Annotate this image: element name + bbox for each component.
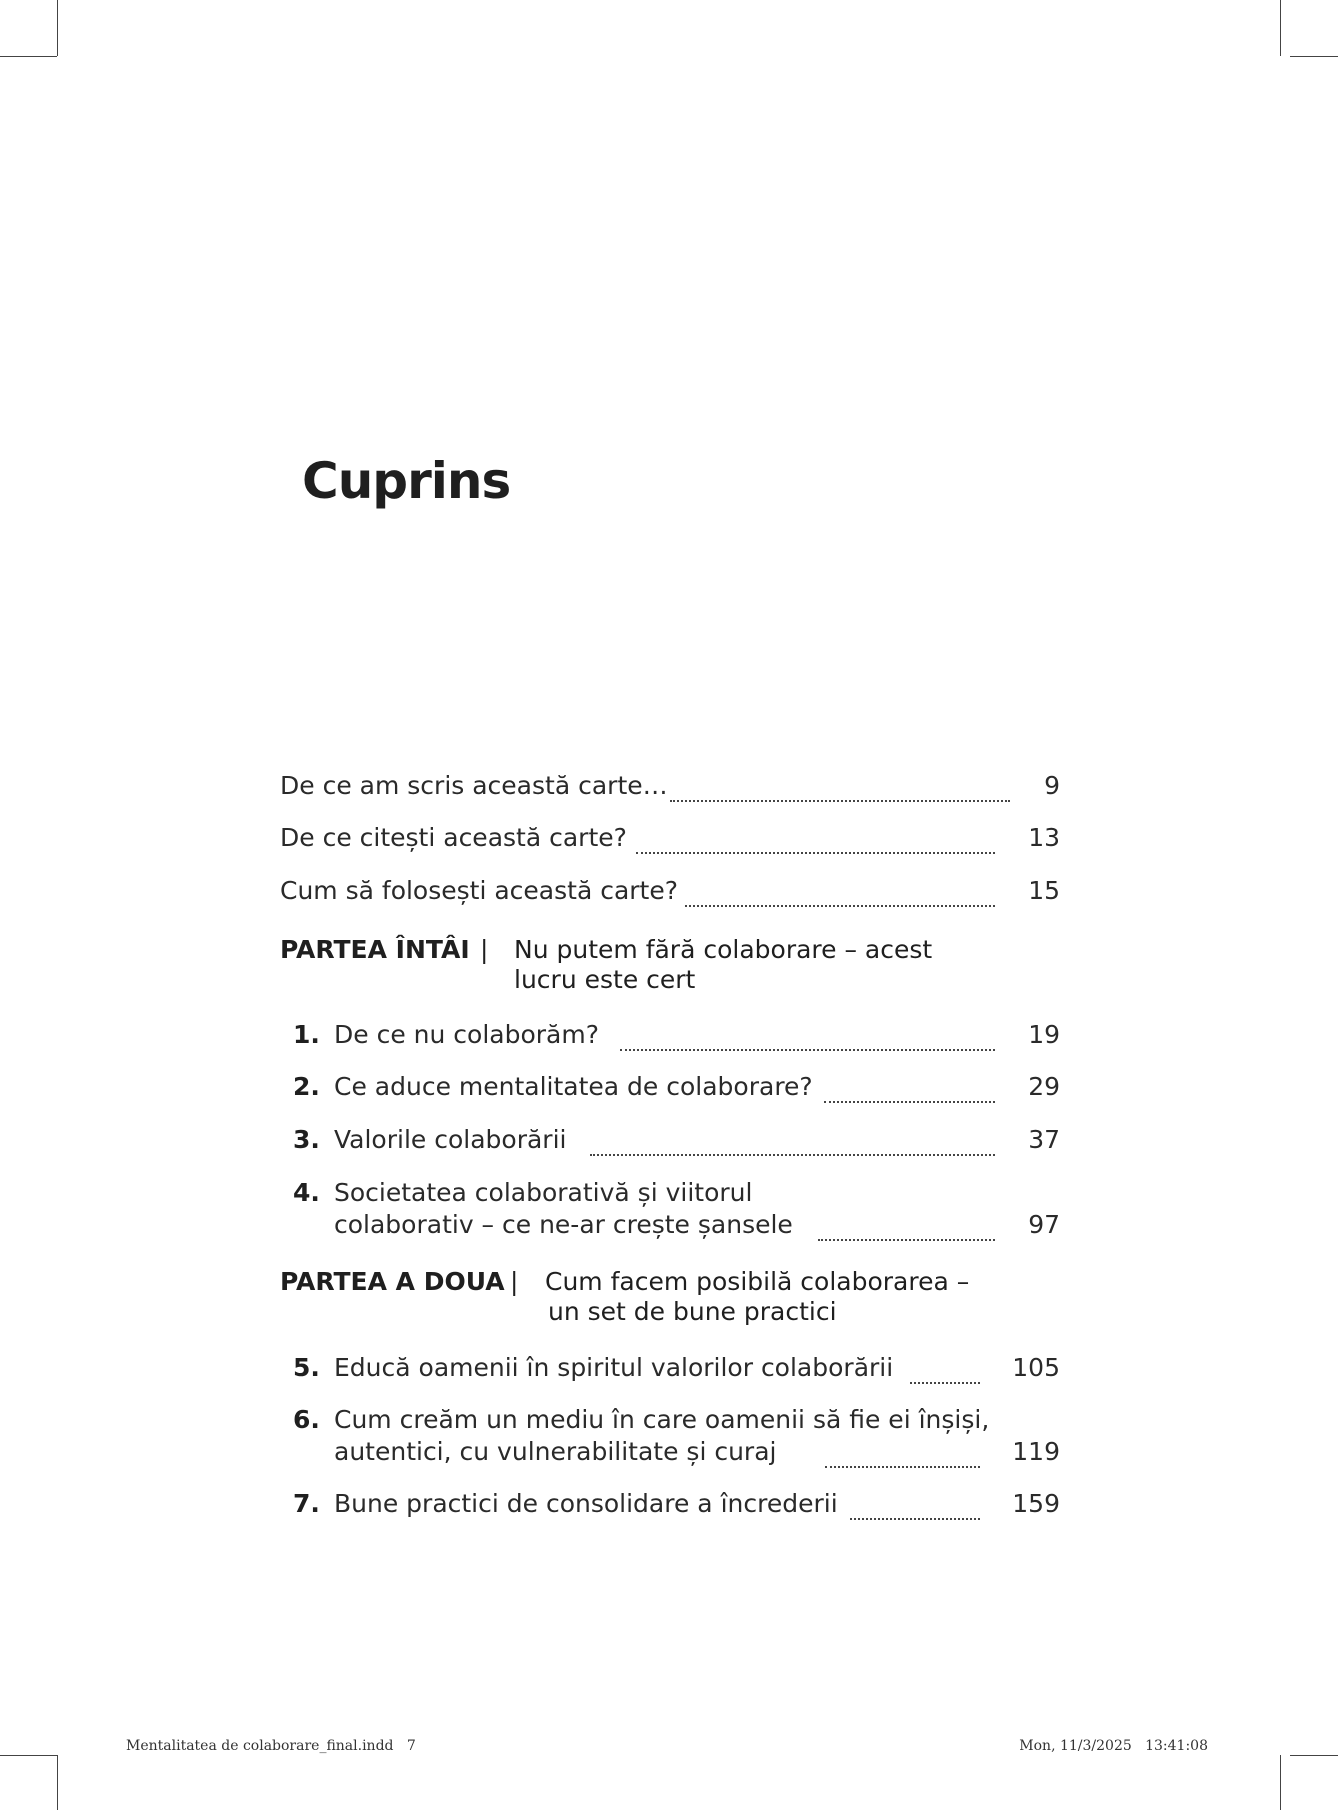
chapter-number: 5.	[293, 1353, 320, 1382]
toc-chapter[interactable]	[280, 1177, 1060, 1241]
part-separator: |	[510, 1267, 519, 1296]
toc-entry[interactable]	[280, 822, 1060, 854]
chapter-page: 19	[1028, 1020, 1060, 1049]
dot-leader	[825, 1444, 980, 1468]
chapter-title-line2: autentici, cu vulnerabilitate și curaj	[334, 1437, 777, 1466]
toc-entry-label: Cum să folosești această carte?	[280, 876, 679, 905]
crop-mark	[57, 0, 58, 56]
dot-leader	[910, 1360, 980, 1384]
dot-leader	[824, 1079, 995, 1103]
dot-leader	[620, 1027, 995, 1051]
chapter-title: Bune practici de consolidare a încrederii	[334, 1489, 838, 1518]
chapter-number: 6.	[293, 1405, 320, 1434]
toc-chapter[interactable]	[280, 1071, 1060, 1103]
chapter-title: Ce aduce mentalitatea de colaborare?	[334, 1072, 813, 1101]
toc-entry-page: 9	[1044, 771, 1060, 800]
crop-mark	[1280, 1755, 1281, 1810]
crop-mark	[1290, 1755, 1338, 1756]
dot-leader	[818, 1217, 995, 1241]
dot-leader	[850, 1496, 980, 1520]
toc-entry[interactable]	[280, 875, 1060, 907]
part-title-line2: lucru este cert	[514, 965, 696, 994]
chapter-number: 3.	[293, 1125, 320, 1154]
dot-leader	[636, 830, 995, 854]
toc-chapter[interactable]	[280, 1404, 1060, 1468]
toc-entry-label: De ce am scris această carte…	[280, 771, 668, 800]
toc-entry-label: De ce citești această carte?	[280, 823, 627, 852]
footer-timestamp: Mon, 11/3/2025 13:41:08	[1019, 1738, 1208, 1754]
crop-mark	[57, 1755, 58, 1810]
chapter-title: De ce nu colaborăm?	[334, 1020, 599, 1049]
toc-entry[interactable]	[280, 770, 1060, 802]
dot-leader	[590, 1132, 995, 1156]
chapter-page: 37	[1028, 1125, 1060, 1154]
part-label: PARTEA A DOUA	[280, 1267, 505, 1296]
chapter-page: 105	[1012, 1353, 1060, 1382]
chapter-number: 4.	[293, 1178, 320, 1207]
toc-chapter[interactable]	[280, 1352, 1060, 1384]
crop-mark	[0, 1755, 57, 1756]
chapter-title: Educă oamenii în spiritul valorilor colaborării	[334, 1353, 894, 1382]
chapter-number: 1.	[293, 1020, 320, 1049]
chapter-number: 2.	[293, 1072, 320, 1101]
toc-entry-page: 15	[1028, 876, 1060, 905]
toc-entry-page: 13	[1028, 823, 1060, 852]
part-title: Cum facem posibilă colaborarea –	[545, 1267, 970, 1296]
chapter-title: Societatea colaborativă și viitorul	[334, 1178, 753, 1207]
crop-mark	[1290, 56, 1338, 57]
toc-chapter[interactable]	[280, 1488, 1060, 1520]
dot-leader	[685, 883, 995, 907]
part-label: PARTEA ÎNTÂI	[280, 935, 470, 964]
chapter-page: 119	[1012, 1437, 1060, 1466]
toc-chapter[interactable]	[280, 1124, 1060, 1156]
chapter-title: Valorile colaborării	[334, 1125, 567, 1154]
part-title: Nu putem fără colaborare – acest	[514, 935, 933, 964]
chapter-page: 29	[1028, 1072, 1060, 1101]
chapter-title-line2: colaborativ – ce ne-ar crește șansele	[334, 1210, 793, 1239]
footer-file-info: Mentalitatea de colaborare_final.indd 7	[126, 1738, 416, 1754]
chapter-number: 7.	[293, 1489, 320, 1518]
chapter-page: 97	[1028, 1210, 1060, 1239]
part-title-line2: un set de bune practici	[548, 1297, 837, 1326]
crop-mark	[0, 56, 57, 57]
chapter-page: 159	[1012, 1489, 1060, 1518]
part-separator: |	[480, 935, 489, 964]
chapter-title: Cum creăm un mediu în care oamenii să fie ei înșiși,	[334, 1405, 990, 1434]
toc-chapter[interactable]	[280, 1019, 1060, 1051]
crop-mark	[1280, 0, 1281, 56]
page-title: Cuprins	[302, 452, 511, 510]
dot-leader	[670, 778, 1010, 802]
